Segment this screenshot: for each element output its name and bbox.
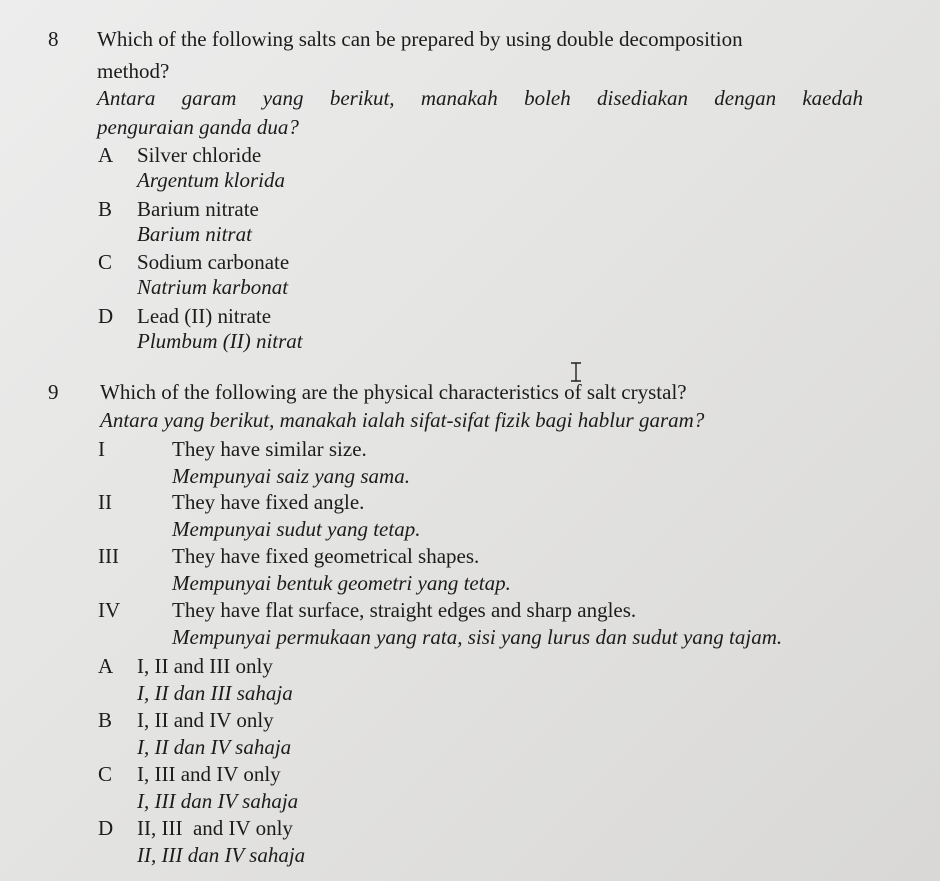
q9-stem-en: Which of the following are the physical characteristics of salt crystal? [100,380,687,404]
q9-statement-ii-en: They have fixed angle. [172,490,365,514]
q9-option-d-en: II, III and IV only [137,816,293,840]
q9-option-c-letter: C [98,762,113,786]
q9-statement-iii-ms: Mempunyai bentuk geometri yang tetap. [172,571,511,595]
q9-statement-i-numeral: I [98,437,105,461]
q9-option-b-letter: B [98,708,113,732]
q8-option-d-letter: D [98,304,114,328]
q8-option-b-en: Barium nitrate [137,197,259,221]
q9-statement-i-en: They have similar size. [172,437,367,461]
q8-ms-word: dengan [714,86,777,110]
q9-option-a-ms: I, II dan III sahaja [137,681,293,705]
q8-option-d-en: Lead (II) nitrate [137,304,272,328]
q8-ms-word: kaedah [802,86,863,110]
q9-statement-ii-numeral: II [98,490,112,514]
text-cursor-icon [570,362,582,382]
q8-ms-word: Antara [97,86,156,110]
q8-stem-en-line2: method? [97,59,170,83]
q9-number: 9 [48,380,59,404]
q8-option-b-ms: Barium nitrat [137,222,252,246]
q8-option-a-ms: Argentum klorida [137,168,285,192]
q8-ms-word: manakah [420,86,498,110]
q8-ms-word: boleh [524,86,571,110]
q8-ms-word: berikut, [329,86,395,110]
q8-option-c-ms: Natrium karbonat [137,275,289,299]
q8-ms-word: disediakan [597,86,688,110]
q9-statement-iv-numeral: IV [98,598,121,622]
q8-ms-word: garam [181,86,237,110]
q9-statement-iii-numeral: III [98,544,119,568]
q8-stem-ms-line2: penguraian ganda dua? [97,115,299,139]
q8-number: 8 [48,27,59,51]
q8-option-a-en: Silver chloride [137,143,262,167]
q8-option-c-letter: C [98,250,113,274]
q9-statement-iii-en: They have fixed geometrical shapes. [172,544,480,568]
q9-option-b-ms: I, II dan IV sahaja [137,735,292,759]
q9-option-c-ms: I, III dan IV sahaja [137,789,299,813]
q8-option-d-ms: Plumbum (II) nitrat [137,329,303,353]
q8-stem-en-line1: Which of the following salts can be prepared by using double decomposition [97,27,743,51]
q9-option-d-letter: D [98,816,114,840]
q9-option-a-letter: A [98,654,114,678]
q9-statement-iv-en: They have flat surface, straight edges and sharp angles. [172,598,637,622]
q9-statement-iv-ms: Mempunyai permukaan yang rata, sisi yang lurus dan sudut yang tajam. [172,625,783,649]
q9-option-b-en: I, II and IV only [137,708,274,732]
q9-option-c-en: I, III and IV only [137,762,281,786]
q8-ms-word: yang [262,86,304,110]
q9-option-d-ms: II, III dan IV sahaja [137,843,306,867]
q8-option-b-letter: B [98,197,113,221]
q9-statement-ii-ms: Mempunyai sudut yang tetap. [172,517,421,541]
q9-option-a-en: I, II and III only [137,654,273,678]
q9-stem-ms: Antara yang berikut, manakah ialah sifat-sifat fizik bagi hablur garam? [100,408,705,432]
q8-option-a-letter: A [98,143,114,167]
q8-option-c-en: Sodium carbonate [137,250,290,274]
q8-stem-ms-line1 [97,86,863,110]
q9-statement-i-ms: Mempunyai saiz yang sama. [172,464,410,488]
